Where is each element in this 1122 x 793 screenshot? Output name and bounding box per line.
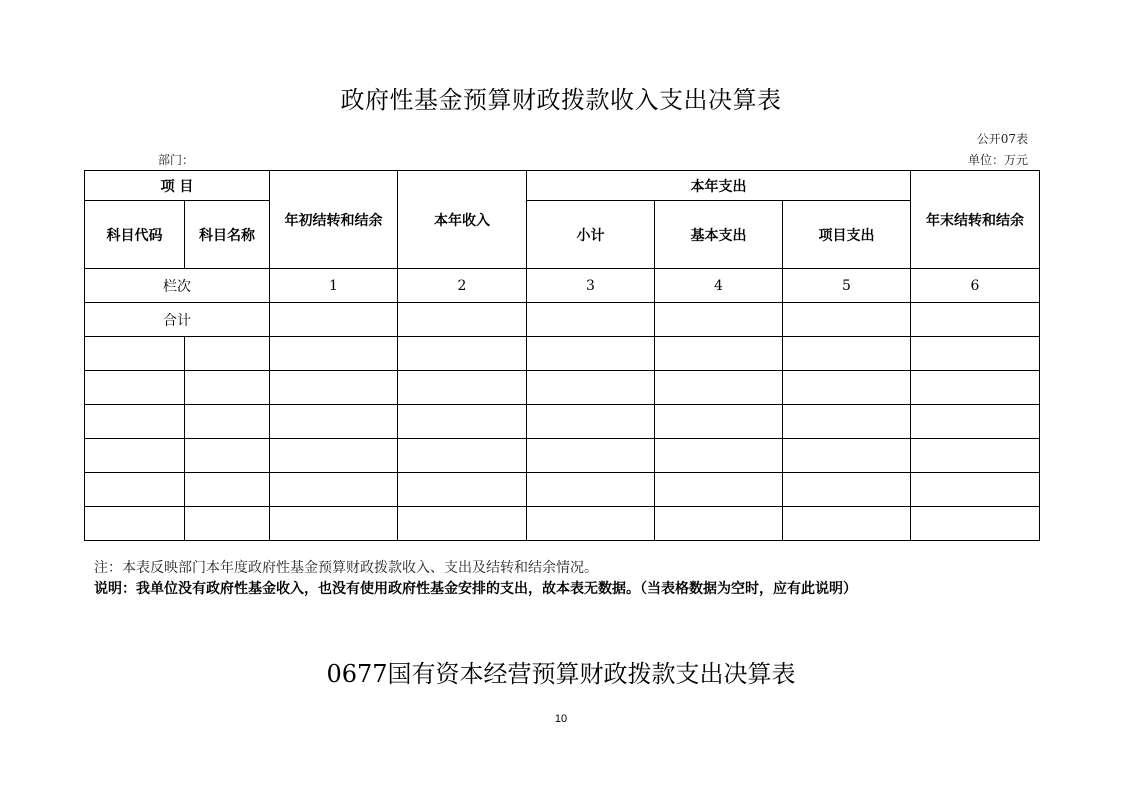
- column-index-row: [85, 269, 1040, 303]
- table-cell: [783, 303, 911, 337]
- table-cell: [185, 507, 270, 541]
- table-explanation: 说明：我单位没有政府性基金收入，也没有使用政府性基金安排的支出，故本表无数据。（当表格数据为空时，应有此说明）: [94, 581, 857, 597]
- table-row: [85, 371, 1040, 405]
- table-cell: [783, 405, 911, 439]
- header-subject-code: 科目代码: [85, 201, 185, 269]
- table-cell: [527, 405, 655, 439]
- empty-rows: [85, 337, 1040, 541]
- table-cell: [911, 507, 1040, 541]
- table-cell: [270, 473, 398, 507]
- header-current-expense: 本年支出: [527, 171, 911, 201]
- table-cell: [911, 439, 1040, 473]
- header-subject-name: 科目名称: [185, 201, 270, 269]
- table-cell: [527, 371, 655, 405]
- column-number: 6: [911, 269, 1040, 303]
- table-cell: [527, 337, 655, 371]
- table-cell: [85, 507, 185, 541]
- table-cell: [655, 405, 783, 439]
- table-cell: [185, 371, 270, 405]
- table-cell: [655, 439, 783, 473]
- table-cell: [85, 405, 185, 439]
- table-cell: [85, 439, 185, 473]
- total-label: 合计: [85, 303, 270, 337]
- total-row: [85, 303, 1040, 337]
- column-number: 3: [527, 269, 655, 303]
- table-row: [85, 405, 1040, 439]
- table-cell: [655, 371, 783, 405]
- table-cell: [185, 337, 270, 371]
- table-cell: [398, 303, 527, 337]
- table-cell: [655, 337, 783, 371]
- table-cell: [527, 473, 655, 507]
- table-cell: [783, 507, 911, 541]
- table-cell: [911, 473, 1040, 507]
- table-row: [85, 337, 1040, 371]
- table-cell: [398, 405, 527, 439]
- table-cell: [655, 473, 783, 507]
- table-cell: [185, 473, 270, 507]
- header-basic-expense: 基本支出: [655, 201, 783, 269]
- table-cell: [398, 337, 527, 371]
- table-row: [85, 439, 1040, 473]
- table-cell: [85, 473, 185, 507]
- column-number: 2: [398, 269, 527, 303]
- table-cell: [655, 507, 783, 541]
- department-label: 部门：: [158, 153, 195, 167]
- budget-table: [84, 170, 1040, 541]
- table-cell: [270, 507, 398, 541]
- page-number: 10: [554, 713, 568, 725]
- table-cell: [270, 405, 398, 439]
- table-cell: [911, 337, 1040, 371]
- table-cell: [398, 473, 527, 507]
- table-cell: [85, 337, 185, 371]
- table-cell: [655, 303, 783, 337]
- table-cell: [527, 507, 655, 541]
- header-project-expense: 项目支出: [783, 201, 911, 269]
- column-index-label: 栏次: [85, 269, 270, 303]
- next-section-title: 0677国有资本经营预算财政拨款支出决算表: [326, 660, 796, 688]
- table-cell: [85, 371, 185, 405]
- table-cell: [398, 507, 527, 541]
- table-cell: [783, 337, 911, 371]
- table-row: [85, 473, 1040, 507]
- table-cell: [270, 303, 398, 337]
- table-row: [85, 507, 1040, 541]
- table-cell: [185, 405, 270, 439]
- table-note: 注：本表反映部门本年度政府性基金预算财政拨款收入、支出及结转和结余情况。: [94, 560, 598, 576]
- table-cell: [185, 439, 270, 473]
- header-opening-balance: 年初结转和结余: [270, 171, 398, 269]
- table-cell: [783, 473, 911, 507]
- header-closing-balance: 年末结转和结余: [911, 171, 1040, 269]
- table-code: 公开07表: [976, 132, 1028, 146]
- table-cell: [911, 303, 1040, 337]
- table-cell: [398, 439, 527, 473]
- column-number: 4: [655, 269, 783, 303]
- table-cell: [527, 303, 655, 337]
- table-cell: [911, 405, 1040, 439]
- table-cell: [270, 337, 398, 371]
- table-cell: [783, 371, 911, 405]
- header-item-group: 项 目: [85, 171, 270, 201]
- table-cell: [527, 439, 655, 473]
- table-cell: [911, 371, 1040, 405]
- table-cell: [270, 439, 398, 473]
- column-number: 5: [783, 269, 911, 303]
- header-subtotal: 小计: [527, 201, 655, 269]
- table-cell: [398, 371, 527, 405]
- table-cell: [783, 439, 911, 473]
- column-number: 1: [270, 269, 398, 303]
- unit-label: 单位：万元: [967, 153, 1028, 167]
- header-current-income: 本年收入: [398, 171, 527, 269]
- table-cell: [270, 371, 398, 405]
- page-title: 政府性基金预算财政拨款收入支出决算表: [340, 86, 782, 114]
